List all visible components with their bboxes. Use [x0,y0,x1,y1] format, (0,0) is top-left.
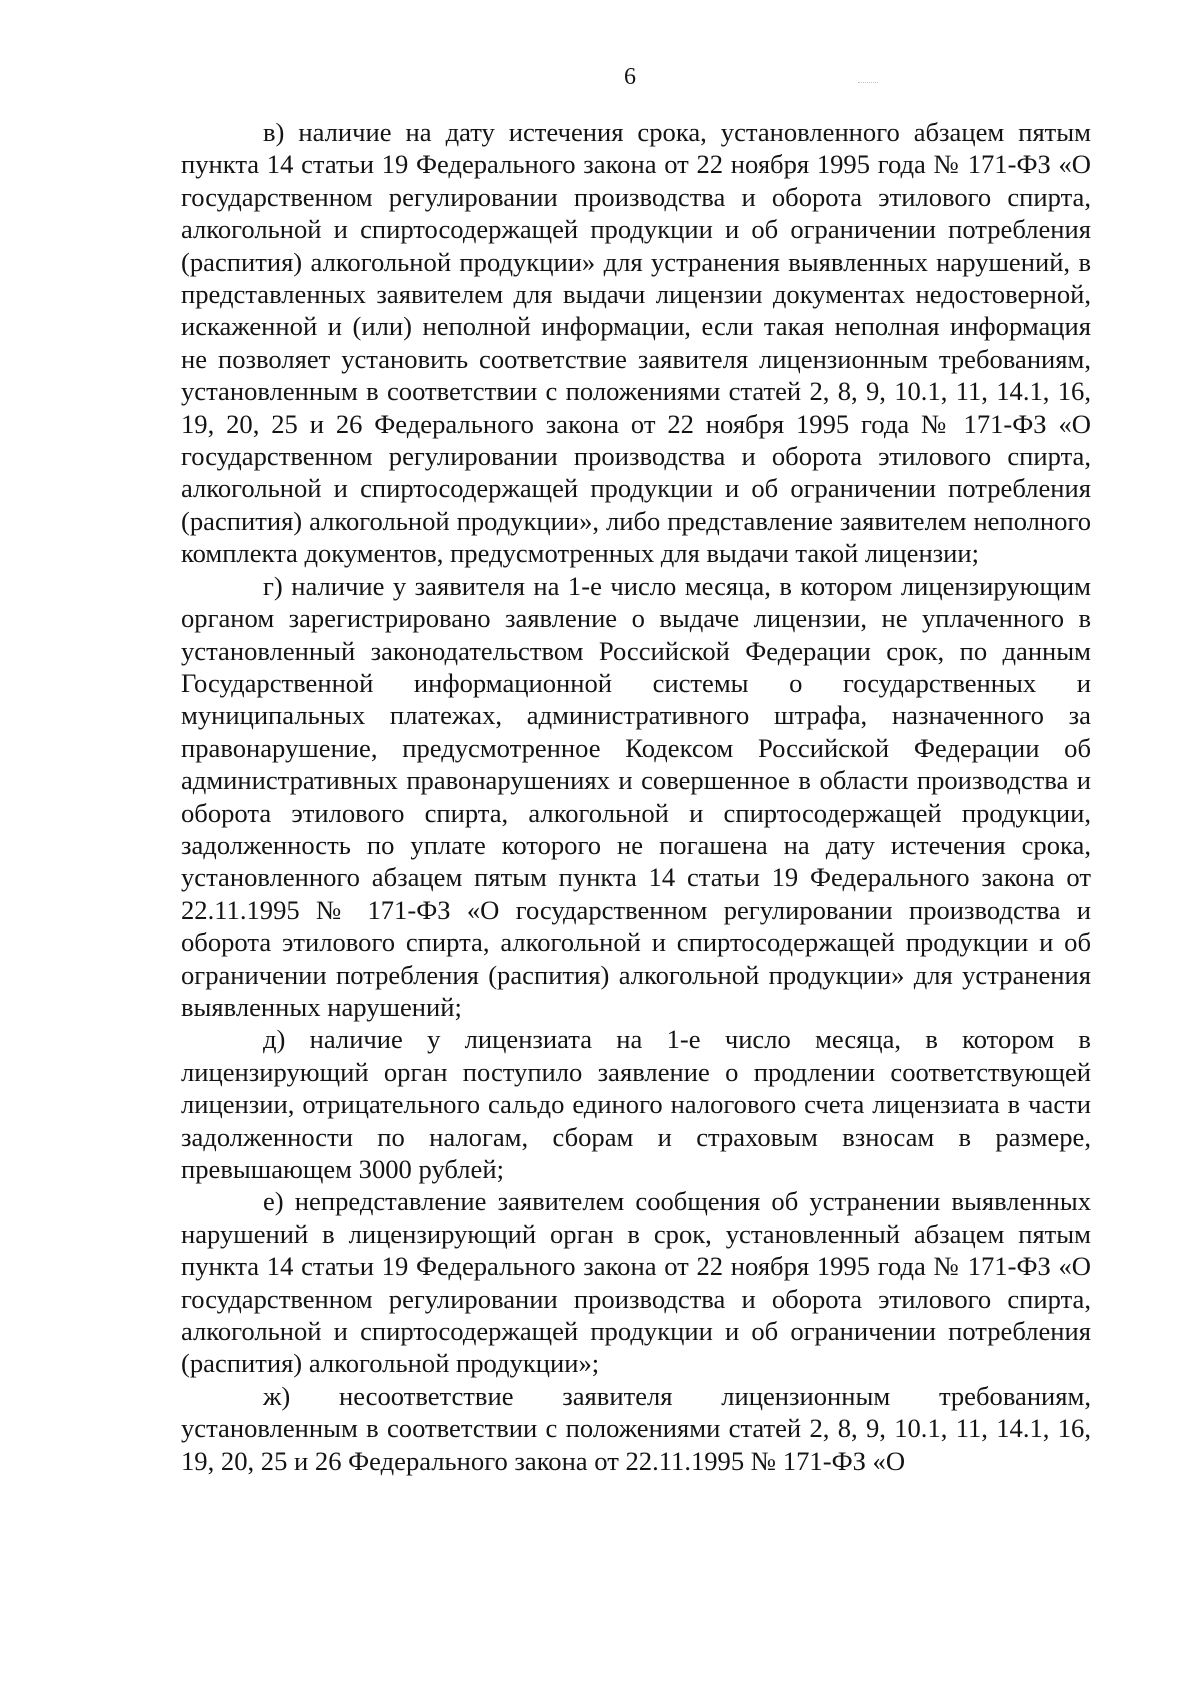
page-number: 6 [624,64,636,90]
paragraph-item-e: е) непредставление заявителем сообщения об устранении выявленных нарушений в лицензирующий орган в срок, установленный абзацем пятым пункта 14 статьи 19 Федерального закона от 22 ноября 1995 года № 171-ФЗ «О государственном регулировании производства и оборота этилового спирта, алкогольной и спиртосодержащей продукции и об ограничении потребления (распития) алкогольной продукции»; [181,1186,1091,1379]
paragraph-item-v: в) наличие на дату истечения срока, установленного абзацем пятым пункта 14 статьи 19 Федерального закона от 22 ноября 1995 года № 171-ФЗ «О государственном регулировании производства и оборота этилового спирта, алкогольной и спиртосодержащей продукции и об ограничении потребления (распития) алкогольной продукции» для устранения выявленных нарушений, в представленных заявителем для выдачи лицензии документах недостоверной, искаженной и (или) неполной информации, если такая неполная информация не позволяет установить соответствие заявителя лицензионным требованиям, установленным в соответствии с положениями статей 2, 8, 9, 10.1, 11, 14.1, 16, 19, 20, 25 и 26 Федерального закона от 22 ноября 1995 года № 171-ФЗ «О государственном регулировании производства и оборота этилового спирта, алкогольной и спиртосодержащей продукции и об ограничении потребления (распития) алкогольной продукции», либо представление заявителем неполного комплекта документов, предусмотренных для выдачи такой лицензии; [181,117,1091,569]
document-body [181,116,1091,1477]
paragraph-item-d: д) наличие у лицензиата на 1-е число месяца, в котором в лицензирующий орган поступило заявление о продлении соответствующей лицензии, отрицательного сальдо единого налогового счета лицензиата в части задолженности по налогам, сборам и страховым взносам в размере, превышающем 3000 рублей; [181,1024,1091,1184]
scan-artifact [858,82,878,86]
paragraph-item-g: г) наличие у заявителя на 1-е число месяца, в котором лицензирующим органом зарегистрировано заявление о выдаче лицензии, не уплаченного в установленный законодательством Российской Федерации срок, по данным Государственной информационной системы о государственных и муниципальных платежах, административного штрафа, назначенного за правонарушение, предусмотренное Кодексом Российской Федерации об административных правонарушениях и совершенное в области производства и оборота этилового спирта, алкогольной и спиртосодержащей продукции, задолженность по уплате которого не погашена на дату истечения срока, установленного абзацем пятым пункта 14 статьи 19 Федерального закона от 22.11.1995 № 171-ФЗ «О государственном регулировании производства и оборота этилового спирта, алкогольной и спиртосодержащей продукции и об ограничении потребления (распития) алкогольной продукции» для устранения выявленных нарушений; [181,570,1091,1022]
paragraph-item-zh: ж) несоответствие заявителя лицензионным требованиям, установленным в соответствии с положениями статей 2, 8, 9, 10.1, 11, 14.1, 16, 19, 20, 25 и 26 Федерального закона от 22.11.1995 № 171-ФЗ «О [181,1380,1091,1476]
